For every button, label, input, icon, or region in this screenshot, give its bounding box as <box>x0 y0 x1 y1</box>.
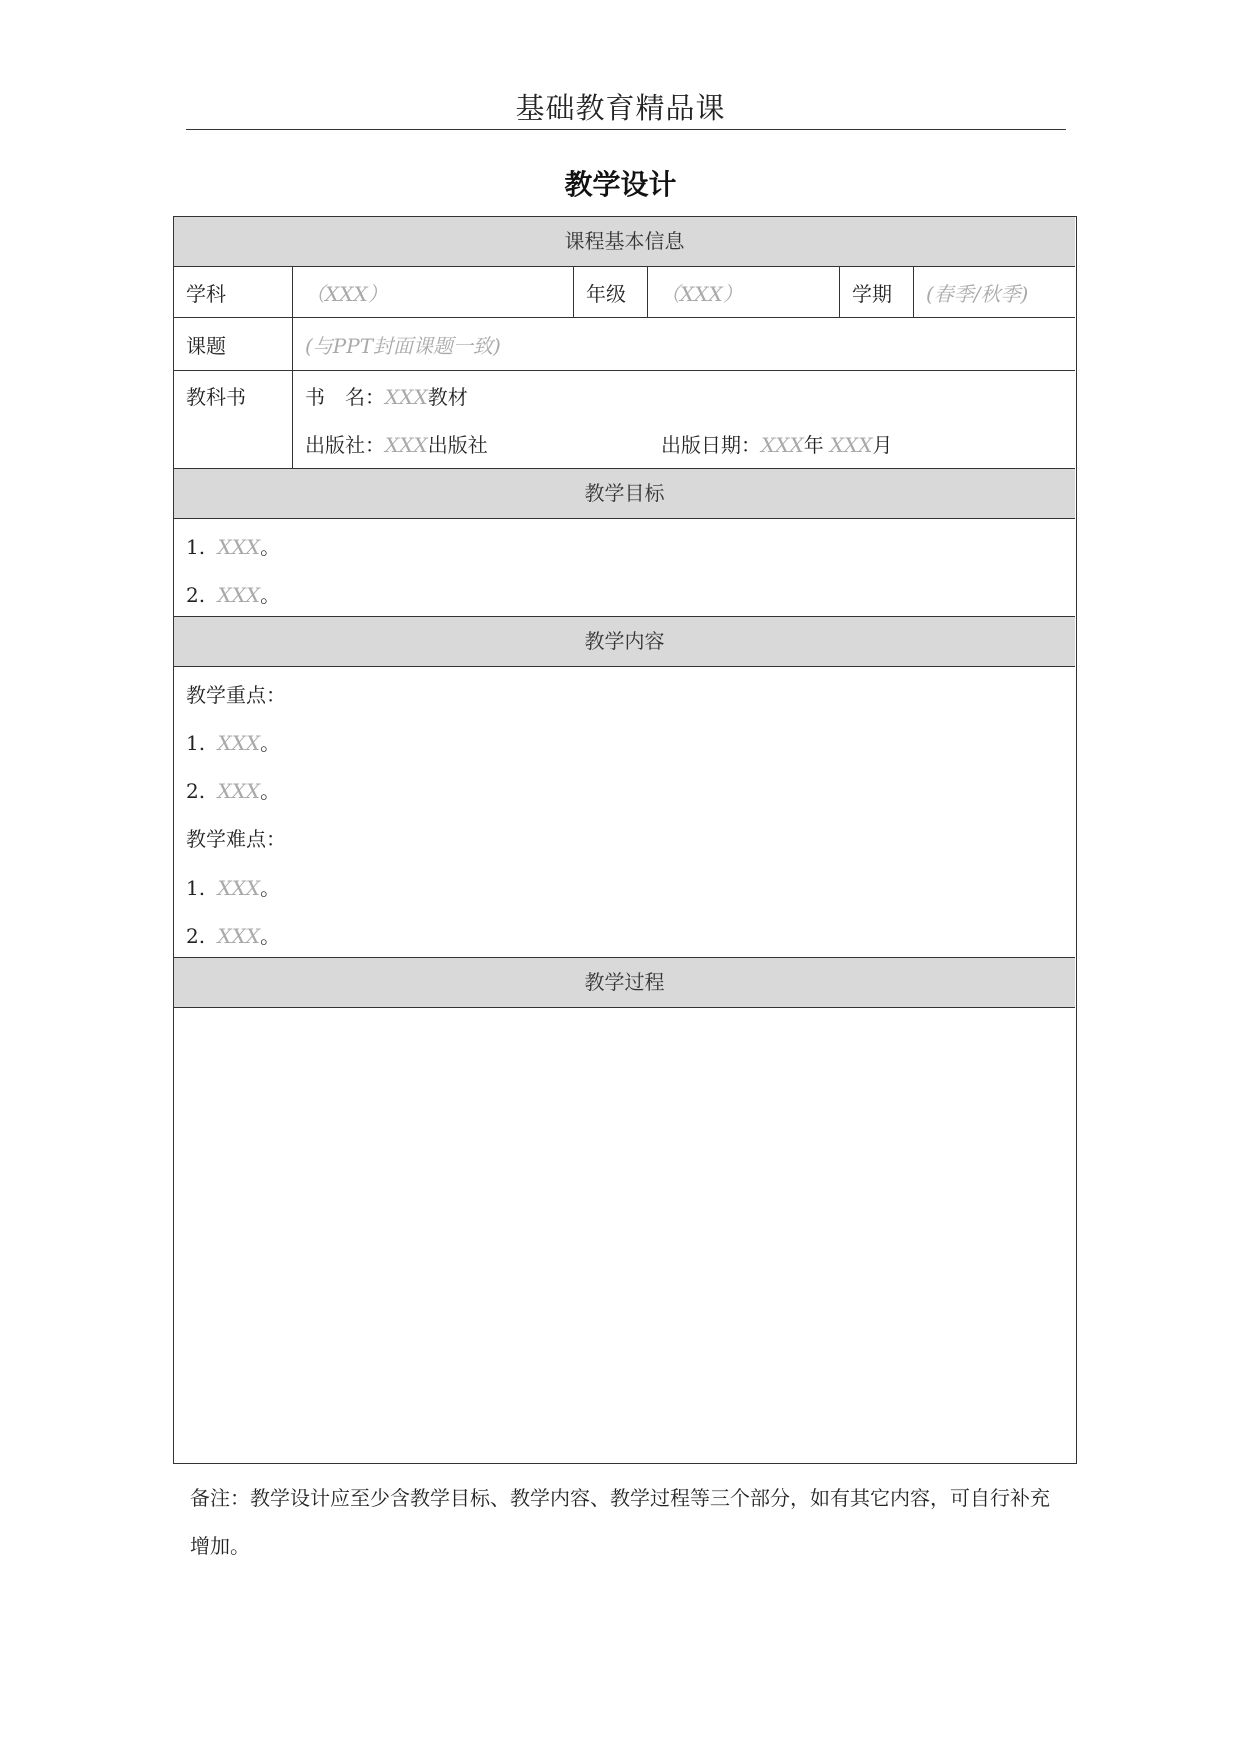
publication-date-line <box>661 429 892 458</box>
difficulty-field[interactable]: XXX <box>217 924 261 948</box>
objective-end: 。 <box>260 535 281 559</box>
header-title: 基础教育精品课 <box>515 91 726 125</box>
difficulty-end: 。 <box>260 876 281 900</box>
pub-date-label: 出版日期： <box>661 433 761 457</box>
book-name-label: 书 名： <box>305 385 385 409</box>
objective-number: 1. <box>186 535 206 559</box>
pub-year-suffix: 年 <box>803 433 824 457</box>
subject-grade-term-row <box>174 267 1075 318</box>
grade-label: 年级 <box>573 267 647 317</box>
publisher-label: 出版社： <box>305 433 385 457</box>
grade-field[interactable]: （XXX） <box>647 267 839 317</box>
publisher-field[interactable]: XXX <box>385 433 428 457</box>
pub-month-field[interactable]: XXX <box>829 433 873 457</box>
topic-field[interactable]: (与PPT封面课题一致) <box>292 318 1075 370</box>
book-name-suffix: 教材 <box>427 385 468 409</box>
objective-item <box>186 579 280 608</box>
publisher-line <box>305 429 488 458</box>
key-point-field[interactable]: XXX <box>217 731 261 755</box>
process-body-area[interactable] <box>174 1008 1075 1461</box>
key-point-number: 1. <box>186 731 206 755</box>
difficulty-number: 2. <box>186 924 206 948</box>
textbook-label: 教科书 <box>186 385 246 409</box>
term-field[interactable]: (春季/秋季) <box>913 267 1075 317</box>
difficulty-end: 。 <box>260 924 281 948</box>
difficulty-item <box>186 920 280 949</box>
header-divider <box>186 129 1066 130</box>
key-point-item <box>186 727 280 756</box>
topic-label: 课题 <box>186 333 226 358</box>
textbook-details <box>292 371 1075 468</box>
subject-field[interactable]: （XXX） <box>292 267 573 317</box>
difficulty-item <box>186 872 280 901</box>
term-label: 学期 <box>839 267 913 317</box>
content-body <box>174 667 1075 958</box>
textbook-row <box>174 371 1075 469</box>
pub-year-field[interactable]: XXX <box>761 433 804 457</box>
section-content-header <box>174 617 1075 667</box>
objectives-body <box>174 519 1075 617</box>
objective-number: 2. <box>186 583 206 607</box>
footnote: 备注：教学设计应至少含教学目标、教学内容、教学过程等三个部分，如有其它内容，可自行补充增加。 <box>190 1486 1050 1558</box>
key-point-end: 。 <box>260 731 281 755</box>
key-point-item <box>186 775 280 804</box>
objective-end: 。 <box>260 583 281 607</box>
key-point-number: 2. <box>186 779 206 803</box>
topic-row <box>174 318 1075 371</box>
lesson-design-form <box>173 216 1077 1464</box>
section-objectives-title: 教学目标 <box>584 481 665 505</box>
difficulties-label: 教学难点： <box>186 827 286 851</box>
objective-field[interactable]: XXX <box>217 535 261 559</box>
section-content-title: 教学内容 <box>584 629 665 653</box>
key-points-label: 教学重点： <box>186 683 286 707</box>
publisher-suffix: 出版社 <box>427 433 488 457</box>
subject-label: 学科 <box>186 281 226 306</box>
book-name-line <box>305 381 468 410</box>
objective-field[interactable]: XXX <box>217 583 261 607</box>
difficulty-number: 1. <box>186 876 206 900</box>
pub-month-suffix: 月 <box>872 433 893 457</box>
key-point-end: 。 <box>260 779 281 803</box>
section-objectives-header <box>174 469 1075 519</box>
key-point-field[interactable]: XXX <box>217 779 261 803</box>
section-basic-info-header <box>174 217 1075 267</box>
difficulty-field[interactable]: XXX <box>217 876 261 900</box>
section-process-title: 教学过程 <box>584 970 665 994</box>
book-name-field[interactable]: XXX <box>385 385 428 409</box>
section-basic-info-title: 课程基本信息 <box>564 229 685 253</box>
objective-item <box>186 531 280 560</box>
document-title: 教学设计 <box>564 168 677 201</box>
section-process-header <box>174 958 1075 1008</box>
